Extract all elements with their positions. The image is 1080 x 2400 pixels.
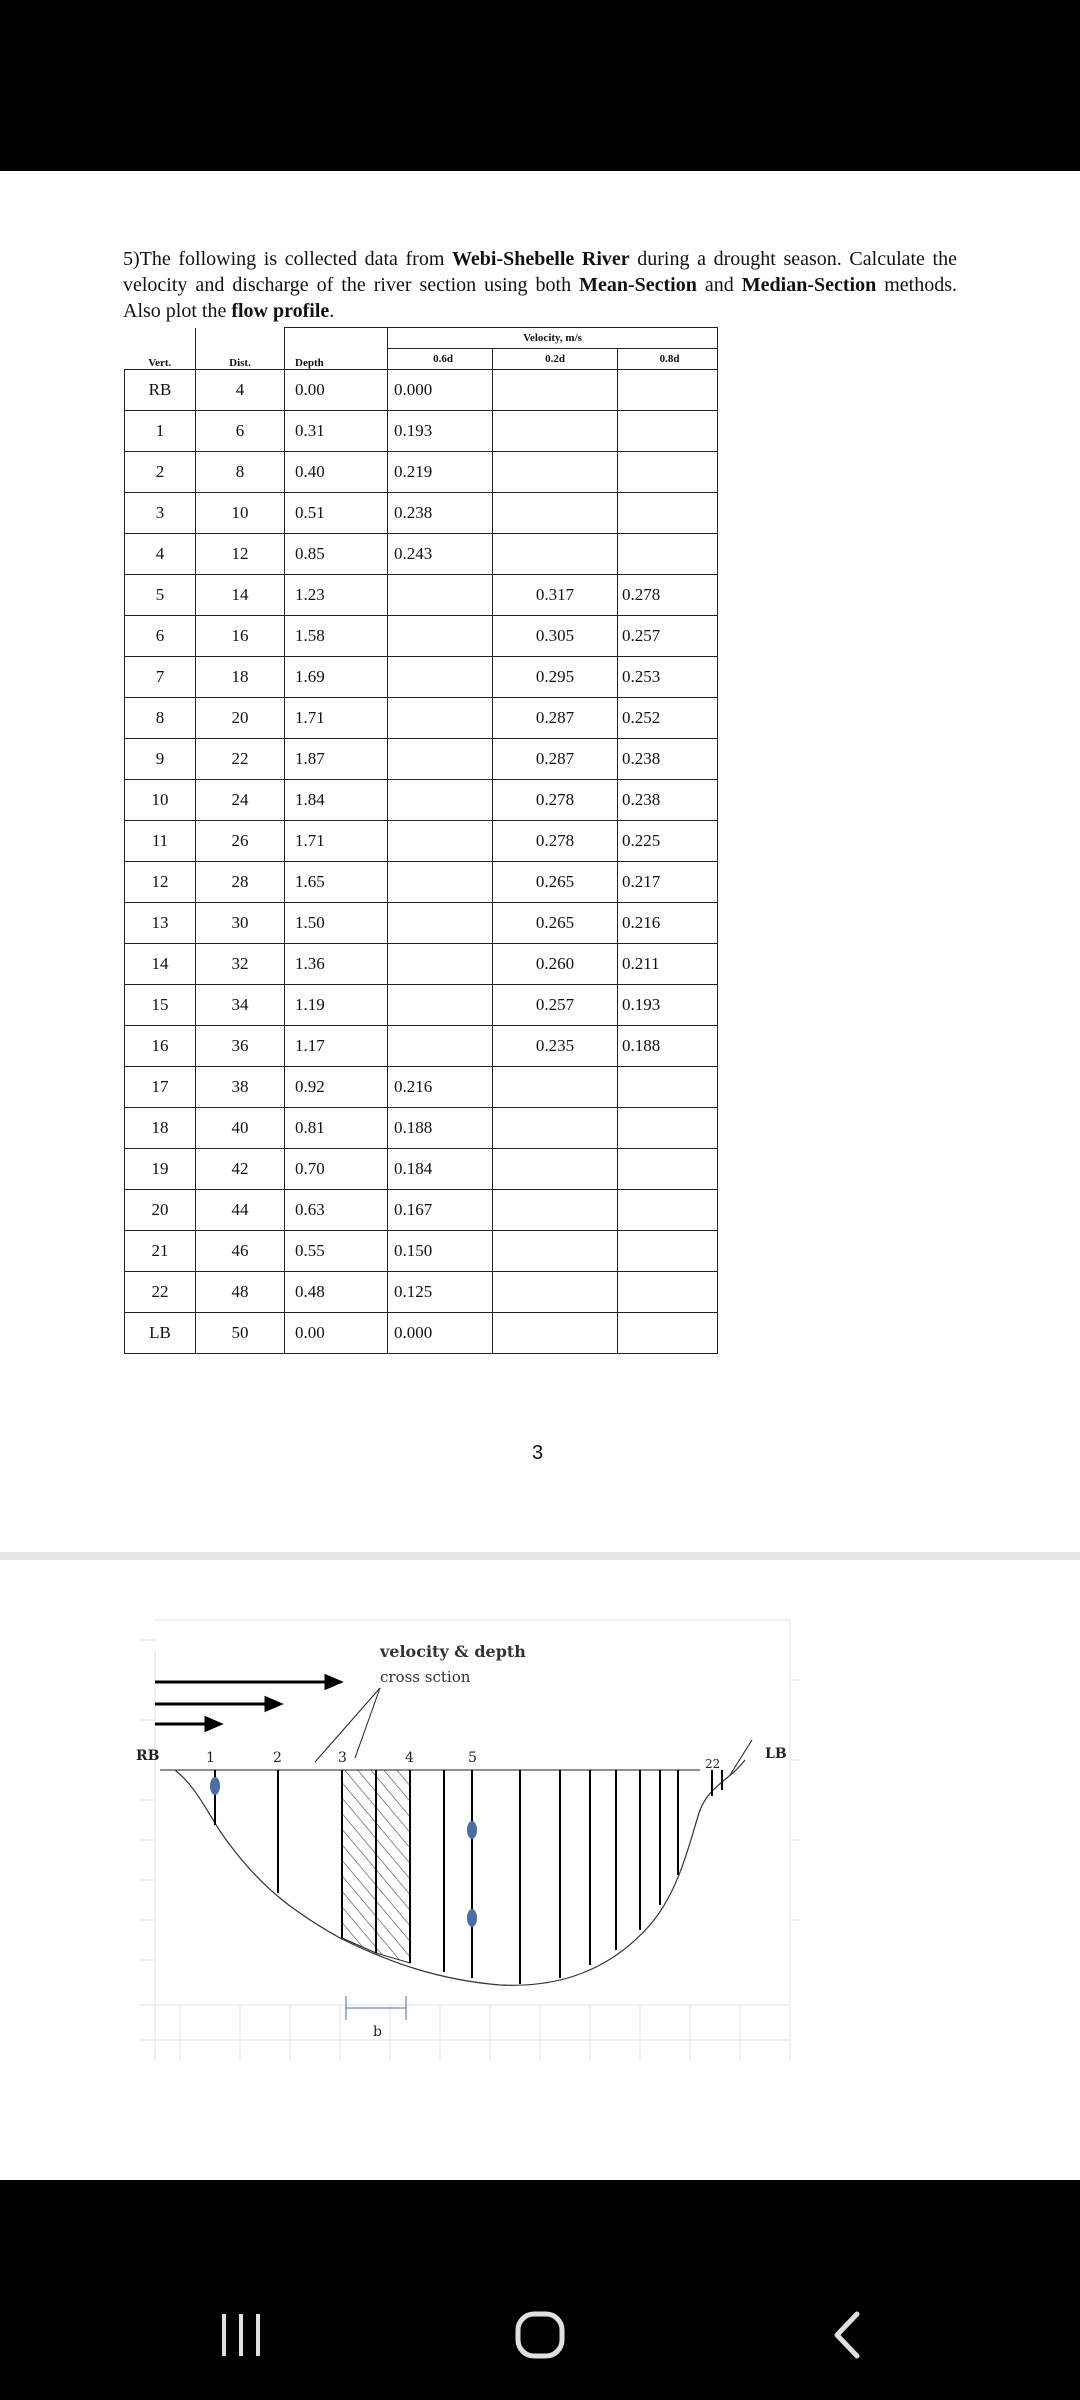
cell-dist: 36: [196, 1026, 285, 1067]
cell-velocity-0-2d: 0.265: [493, 862, 618, 903]
cell-velocity-0-2d: [493, 1231, 618, 1272]
cell-velocity-0-2d: 0.287: [493, 739, 618, 780]
cell-vert: 19: [125, 1149, 196, 1190]
cell-dist: 50: [196, 1313, 285, 1354]
table-row: [125, 1108, 718, 1149]
cell-dist: 10: [196, 493, 285, 534]
cell-vert: 14: [125, 944, 196, 985]
cell-velocity-0-6d: [388, 821, 493, 862]
cell-dist: 38: [196, 1067, 285, 1108]
home-button[interactable]: [500, 2300, 580, 2370]
cell-velocity-0-8d: 0.238: [618, 739, 718, 780]
cell-velocity-0-8d: 0.216: [618, 903, 718, 944]
table-row: [125, 534, 718, 575]
cell-velocity-0-2d: 0.317: [493, 575, 618, 616]
status-bar: [0, 0, 1080, 171]
cell-velocity-0-2d: 0.235: [493, 1026, 618, 1067]
cell-velocity-0-6d: [388, 1026, 493, 1067]
table-row: [125, 1190, 718, 1231]
cell-dist: 30: [196, 903, 285, 944]
cell-vert: 2: [125, 452, 196, 493]
cell-depth: 0.31: [285, 411, 388, 452]
cross-section-diagram: [136, 1620, 800, 2060]
table-row: [125, 903, 718, 944]
cell-vert: 5: [125, 575, 196, 616]
method-median-section: Median-Section: [741, 274, 877, 296]
vertical-label-1: 1: [206, 1750, 215, 1766]
question-text-2: during a drought season. Calculate the velocity and discharge of the river section using both: [123, 248, 957, 296]
cell-depth: 0.70: [285, 1149, 388, 1190]
question-text-3: and: [696, 274, 742, 296]
vertical-label-2: 2: [273, 1750, 282, 1766]
table-header-row: [125, 328, 718, 349]
table-row: [125, 821, 718, 862]
table-row: [125, 1067, 718, 1108]
cell-velocity-0-2d: 0.278: [493, 780, 618, 821]
cell-vert: 10: [125, 780, 196, 821]
cell-dist: 48: [196, 1272, 285, 1313]
cell-velocity-0-8d: [618, 411, 718, 452]
cell-velocity-0-8d: [618, 1231, 718, 1272]
cell-velocity-0-2d: [493, 1190, 618, 1231]
table-row: [125, 657, 718, 698]
method-mean-section: Mean-Section: [579, 274, 697, 296]
cell-velocity-0-6d: [388, 657, 493, 698]
cell-velocity-0-8d: 0.188: [618, 1026, 718, 1067]
table-row: [125, 616, 718, 657]
cell-velocity-0-6d: [388, 616, 493, 657]
cell-velocity-0-2d: 0.265: [493, 903, 618, 944]
cell-velocity-0-6d: 0.238: [388, 493, 493, 534]
table-row: [125, 411, 718, 452]
cell-depth: 0.92: [285, 1067, 388, 1108]
cell-depth: 1.87: [285, 739, 388, 780]
cell-velocity-0-2d: [493, 1272, 618, 1313]
cell-velocity-0-6d: [388, 985, 493, 1026]
cell-velocity-0-2d: [493, 1067, 618, 1108]
table-row: [125, 1231, 718, 1272]
cell-velocity-0-6d: [388, 944, 493, 985]
table-row: [125, 493, 718, 534]
cell-velocity-0-6d: 0.150: [388, 1231, 493, 1272]
cell-velocity-0-6d: [388, 903, 493, 944]
cell-dist: 20: [196, 698, 285, 739]
cell-vert: 6: [125, 616, 196, 657]
cell-depth: 0.81: [285, 1108, 388, 1149]
dimension-b-label: b: [373, 2024, 382, 2040]
table-row: [125, 780, 718, 821]
cell-depth: 1.58: [285, 616, 388, 657]
cell-dist: 6: [196, 411, 285, 452]
cell-velocity-0-2d: [493, 452, 618, 493]
flow-arrow-top-head: [326, 1676, 340, 1688]
question-text-4: methods. Also plot the: [123, 274, 957, 322]
vertical-labels: [136, 1746, 787, 1771]
cell-velocity-0-8d: [618, 1313, 718, 1354]
cell-depth: 0.55: [285, 1231, 388, 1272]
cell-dist: 8: [196, 452, 285, 493]
cell-vert: 21: [125, 1231, 196, 1272]
cell-velocity-0-6d: [388, 862, 493, 903]
page-number: 3: [532, 1442, 544, 1464]
question-text-5: .: [329, 300, 335, 322]
cell-velocity-0-2d: [493, 493, 618, 534]
cell-depth: 1.71: [285, 698, 388, 739]
header-0-8d: 0.8d: [618, 349, 718, 370]
cell-velocity-0-2d: [493, 1108, 618, 1149]
cell-velocity-0-8d: [618, 1149, 718, 1190]
verticals: [215, 1770, 722, 1984]
cell-velocity-0-8d: 0.238: [618, 780, 718, 821]
cell-velocity-0-2d: 0.295: [493, 657, 618, 698]
header-depth: Depth: [285, 328, 388, 370]
header-vert: Vert.: [125, 328, 196, 370]
table-row: [125, 452, 718, 493]
cell-velocity-0-2d: 0.305: [493, 616, 618, 657]
page-separator: [0, 1552, 1080, 1560]
cell-dist: 40: [196, 1108, 285, 1149]
cell-depth: 0.51: [285, 493, 388, 534]
cell-velocity-0-8d: [618, 1272, 718, 1313]
vertical-label-4: 4: [405, 1750, 414, 1766]
cell-depth: 1.19: [285, 985, 388, 1026]
table-row: [125, 1149, 718, 1190]
cell-velocity-0-8d: [618, 452, 718, 493]
back-icon: [805, 2300, 885, 2370]
header-velocity: Velocity, m/s: [388, 328, 718, 349]
cell-vert: 13: [125, 903, 196, 944]
cell-velocity-0-2d: [493, 370, 618, 411]
cell-velocity-0-8d: 0.211: [618, 944, 718, 985]
measurement-point-5-bottom: [467, 1909, 477, 1927]
lb-pointer: [730, 1740, 752, 1775]
cell-vert: 3: [125, 493, 196, 534]
cell-dist: 12: [196, 534, 285, 575]
flow-arrow-middle-head: [266, 1698, 280, 1710]
cell-velocity-0-8d: 0.253: [618, 657, 718, 698]
cell-depth: 1.84: [285, 780, 388, 821]
table-body: [125, 370, 718, 1354]
cell-depth: 0.40: [285, 452, 388, 493]
cell-depth: 0.85: [285, 534, 388, 575]
cell-vert: LB: [125, 1313, 196, 1354]
table-row: [125, 739, 718, 780]
cell-velocity-0-2d: 0.278: [493, 821, 618, 862]
cell-velocity-0-6d: 0.000: [388, 370, 493, 411]
cell-dist: 46: [196, 1231, 285, 1272]
cell-dist: 22: [196, 739, 285, 780]
cell-vert: 22: [125, 1272, 196, 1313]
cell-depth: 1.50: [285, 903, 388, 944]
vertical-label-5: 5: [468, 1750, 477, 1766]
cell-velocity-0-8d: [618, 534, 718, 575]
vertical-label-22: 22: [705, 1757, 721, 1771]
dimension-b: [346, 1996, 406, 2020]
table-row: [125, 985, 718, 1026]
cell-depth: 0.00: [285, 370, 388, 411]
cell-dist: 24: [196, 780, 285, 821]
table-row: [125, 1026, 718, 1067]
cell-vert: 1: [125, 411, 196, 452]
cell-vert: 7: [125, 657, 196, 698]
cell-velocity-0-6d: 0.167: [388, 1190, 493, 1231]
cell-dist: 34: [196, 985, 285, 1026]
data-table: [124, 327, 718, 1354]
label-pointer-2: [355, 1688, 380, 1758]
cell-velocity-0-6d: 0.000: [388, 1313, 493, 1354]
cell-depth: 0.48: [285, 1272, 388, 1313]
cell-vert: 11: [125, 821, 196, 862]
recent-apps-button[interactable]: [202, 2300, 282, 2370]
back-button[interactable]: [805, 2300, 885, 2370]
cell-dist: 14: [196, 575, 285, 616]
cell-depth: 1.36: [285, 944, 388, 985]
cell-velocity-0-6d: 0.216: [388, 1067, 493, 1108]
grid-lines: [140, 1620, 800, 2060]
cell-depth: 1.17: [285, 1026, 388, 1067]
lb-label: LB: [765, 1746, 787, 1762]
cell-vert: 18: [125, 1108, 196, 1149]
cell-velocity-0-8d: [618, 493, 718, 534]
cell-velocity-0-8d: [618, 370, 718, 411]
label-pointer-1: [315, 1688, 380, 1762]
cell-velocity-0-6d: 0.193: [388, 411, 493, 452]
cell-depth: 0.63: [285, 1190, 388, 1231]
cell-vert: 4: [125, 534, 196, 575]
header-dist: Dist.: [196, 328, 285, 370]
table-row: [125, 370, 718, 411]
cell-dist: 42: [196, 1149, 285, 1190]
table-row: [125, 1272, 718, 1313]
cell-velocity-0-8d: 0.278: [618, 575, 718, 616]
table-row: [125, 944, 718, 985]
cell-velocity-0-6d: [388, 575, 493, 616]
cell-dist: 44: [196, 1190, 285, 1231]
cell-depth: 1.71: [285, 821, 388, 862]
cell-vert: 9: [125, 739, 196, 780]
cell-velocity-0-6d: 0.188: [388, 1108, 493, 1149]
cell-velocity-0-2d: 0.260: [493, 944, 618, 985]
cell-velocity-0-8d: 0.217: [618, 862, 718, 903]
cell-velocity-0-8d: [618, 1190, 718, 1231]
cell-velocity-0-6d: [388, 780, 493, 821]
home-icon: [500, 2300, 580, 2370]
vertical-label-3: 3: [338, 1750, 347, 1766]
rb-label: RB: [136, 1748, 160, 1764]
cell-velocity-0-8d: 0.193: [618, 985, 718, 1026]
cell-velocity-0-2d: [493, 534, 618, 575]
question-number: 5): [123, 248, 140, 270]
table-row: [125, 698, 718, 739]
cell-velocity-0-6d: 0.243: [388, 534, 493, 575]
cell-vert: 12: [125, 862, 196, 903]
diagram-label-line-1: velocity & depth: [380, 1642, 526, 1661]
cell-velocity-0-2d: [493, 1313, 618, 1354]
cell-depth: 1.65: [285, 862, 388, 903]
cell-velocity-0-6d: [388, 698, 493, 739]
table-row: [125, 1313, 718, 1354]
cell-vert: 8: [125, 698, 196, 739]
cell-velocity-0-6d: [388, 739, 493, 780]
cell-vert: 20: [125, 1190, 196, 1231]
cell-velocity-0-2d: [493, 1149, 618, 1190]
cell-vert: RB: [125, 370, 196, 411]
cell-velocity-0-8d: [618, 1067, 718, 1108]
flow-arrow-bottom-head: [206, 1718, 220, 1730]
cell-dist: 28: [196, 862, 285, 903]
cell-dist: 18: [196, 657, 285, 698]
cell-velocity-0-8d: 0.225: [618, 821, 718, 862]
table-row: [125, 575, 718, 616]
question-text: [123, 246, 957, 324]
recent-apps-icon: [202, 2300, 282, 2370]
measurement-point-1: [210, 1777, 220, 1795]
diagram-label-line-2: cross sction: [380, 1668, 471, 1686]
cell-velocity-0-6d: 0.125: [388, 1272, 493, 1313]
flow-arrows: [155, 1676, 340, 1730]
table-row: [125, 862, 718, 903]
cell-vert: 15: [125, 985, 196, 1026]
cell-vert: 16: [125, 1026, 196, 1067]
cell-vert: 17: [125, 1067, 196, 1108]
river-name: Webi-Shebelle River: [452, 248, 630, 270]
cell-dist: 26: [196, 821, 285, 862]
question-text-1: The following is collected data from: [139, 248, 453, 270]
cell-velocity-0-6d: 0.219: [388, 452, 493, 493]
cell-dist: 32: [196, 944, 285, 985]
cell-velocity-0-2d: 0.257: [493, 985, 618, 1026]
cell-depth: 0.00: [285, 1313, 388, 1354]
cell-velocity-0-6d: 0.184: [388, 1149, 493, 1190]
cell-dist: 16: [196, 616, 285, 657]
header-0-6d: 0.6d: [388, 349, 493, 370]
flow-profile-term: flow profile: [231, 300, 330, 322]
header-0-2d: 0.2d: [493, 349, 618, 370]
cell-dist: 4: [196, 370, 285, 411]
cell-velocity-0-8d: 0.252: [618, 698, 718, 739]
cell-depth: 1.23: [285, 575, 388, 616]
cell-velocity-0-2d: [493, 411, 618, 452]
cell-velocity-0-8d: 0.257: [618, 616, 718, 657]
cell-velocity-0-8d: [618, 1108, 718, 1149]
measurement-point-5-top: [467, 1821, 477, 1839]
cell-velocity-0-2d: 0.287: [493, 698, 618, 739]
cell-depth: 1.69: [285, 657, 388, 698]
